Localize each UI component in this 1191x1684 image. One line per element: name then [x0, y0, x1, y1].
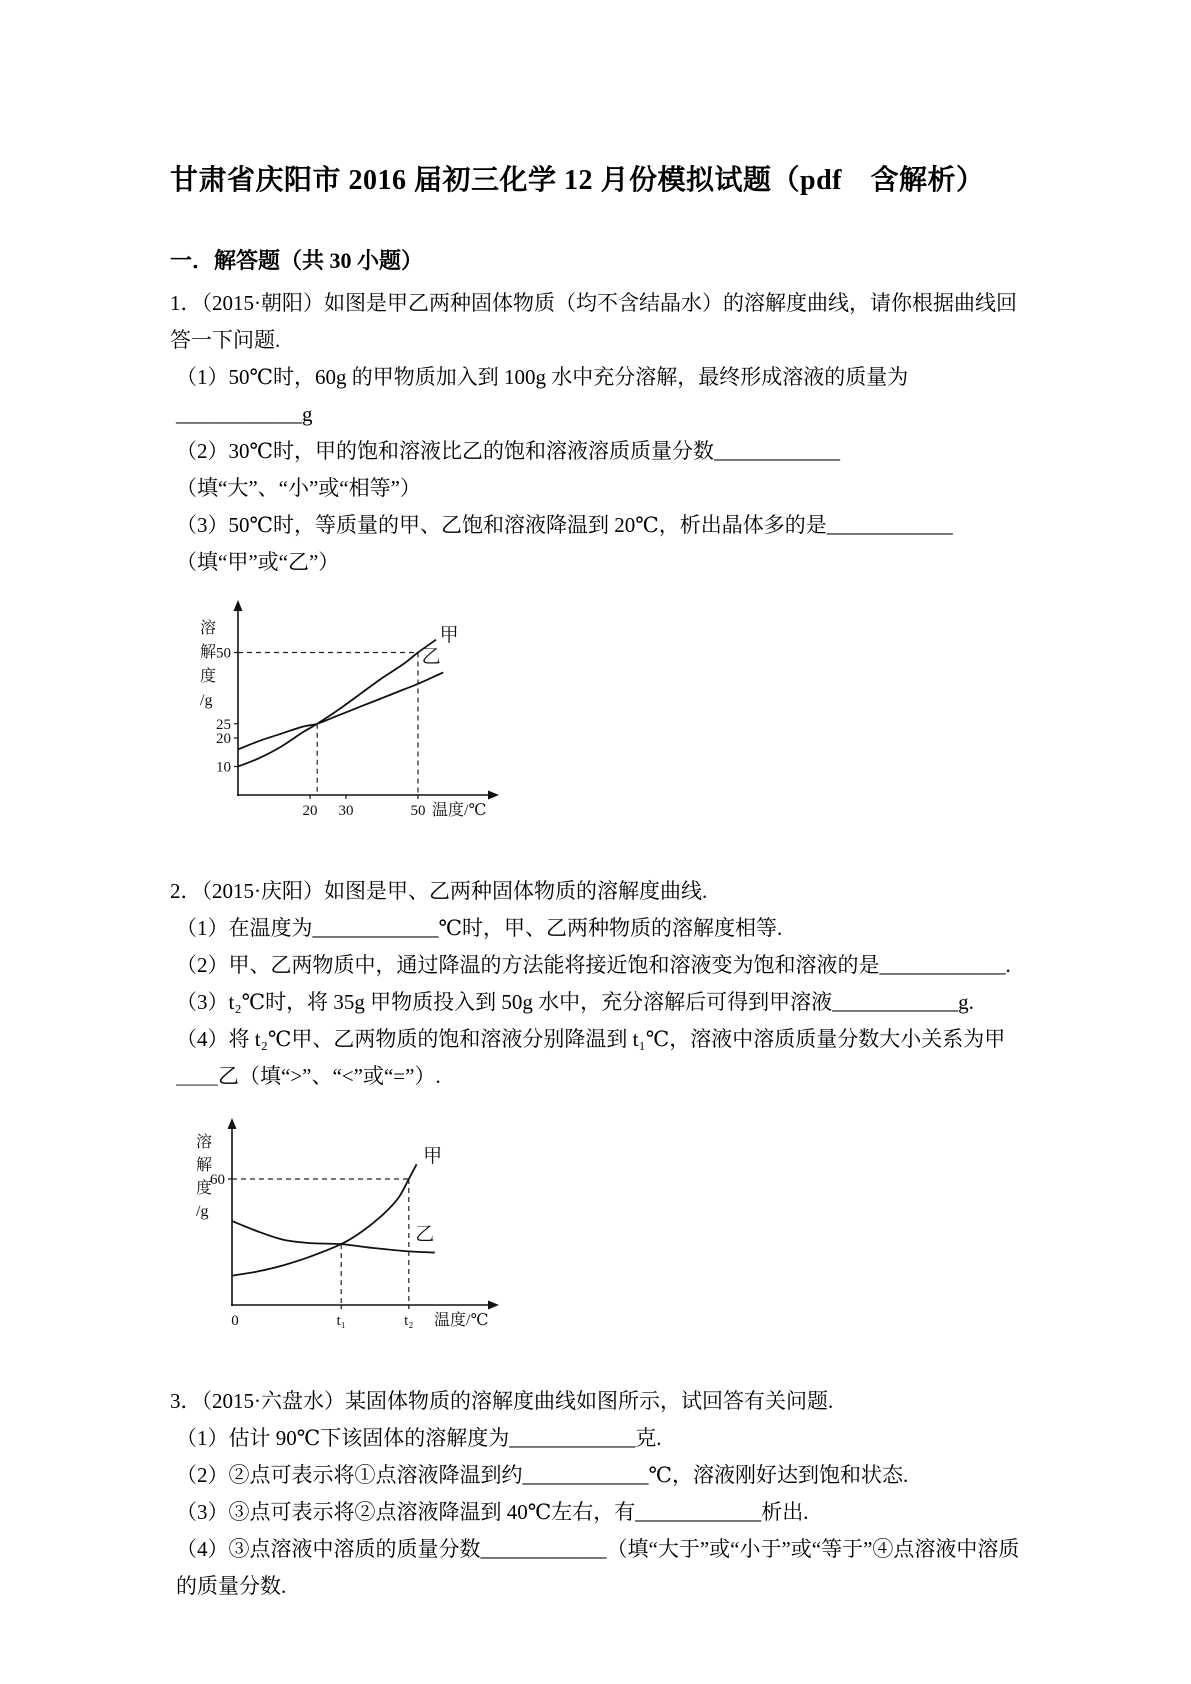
y-axis-title: 溶 [200, 620, 217, 637]
x-tick-label: t₁ [336, 1313, 346, 1329]
y-axis-title: 度 [200, 668, 217, 685]
q1-stem: 1．（2015·朝阳）如图是甲乙两种固体物质（均不含结晶水）的溶解度曲线，请你根据曲线回答一下问题. [170, 291, 1017, 352]
y-tick-label: 60 [210, 1172, 225, 1188]
q1-part-3: （3）50℃时，等质量的甲、乙饱和溶液降温到 20℃，析出晶体多的是____________（填“甲”或“乙”） [176, 513, 953, 574]
y-axis-title: /g [200, 692, 213, 709]
solubility-curve-chart-1 [172, 599, 517, 829]
q2-part-2: （2）甲、乙两物质中，通过降温的方法能将接近饱和溶液变为饱和溶液的是____________. [176, 953, 1011, 977]
y-axis-title: 解 [200, 644, 217, 661]
q2-stem: 2．（2015·庆阳）如图是甲、乙两种固体物质的溶解度曲线. [170, 879, 708, 903]
y-axis-title: 解 [196, 1157, 213, 1174]
q3-stem: 3．（2015·六盘水）某固体物质的溶解度曲线如图所示，试回答有关问题. [170, 1389, 834, 1413]
x-tick-label: 0 [231, 1313, 239, 1329]
y-tick-label: 10 [216, 759, 231, 776]
q1-part-2: （2）30℃时，甲的饱和溶液比乙的饱和溶液溶质质量分数____________（填“大”、“小”或“相等”） [176, 439, 840, 500]
x-tick-label: 20 [302, 803, 318, 819]
q2-solubility-figure [172, 1113, 1021, 1339]
q2-part-4: （4）将 t₂℃甲、乙两物质的饱和溶液分别降温到 t₁℃，溶液中溶质质量分数大小关系为甲＿＿乙（填“>”、“<”或“=”）. [176, 1027, 1006, 1088]
x-tick-label: t₂ [404, 1313, 414, 1329]
series-curve-0 [232, 1164, 417, 1275]
series-label-0: 甲 [423, 1146, 443, 1168]
series-label-0: 甲 [439, 625, 459, 647]
x-tick-label: 30 [338, 803, 354, 819]
q3-part-2: （2）②点可表示将①点溶液降温到约____________℃，溶液刚好达到饱和状态. [176, 1463, 909, 1487]
x-tick-label: 50 [410, 803, 426, 819]
series-label-1: 乙 [421, 646, 441, 668]
q1-solubility-figure [172, 599, 1021, 829]
q2-part-3: （3）t₂℃时，将 35g 甲物质投入到 50g 水中，充分溶解后可得到甲溶液____________g. [176, 990, 974, 1014]
x-axis-title: 温度/℃ [434, 1312, 489, 1329]
y-axis-title: 溶 [196, 1134, 213, 1151]
series-curve-1 [238, 673, 443, 750]
y-tick-label: 25 [216, 716, 231, 733]
q1-part-1: （1）50℃时，60g 的甲物质加入到 100g 水中充分溶解，最终形成溶液的质量为____________g [176, 365, 909, 426]
y-tick-label: 50 [216, 645, 231, 662]
x-axis-arrow [488, 1301, 499, 1310]
series-label-1: 乙 [415, 1223, 435, 1245]
page-title: 甘肃省庆阳市 2016 届初三化学 12 月份模拟试题（pdf 含解析） [170, 165, 985, 196]
x-axis-title: 温度/℃ [432, 802, 487, 819]
y-axis-arrow [234, 600, 243, 611]
y-axis-title: 度 [196, 1180, 213, 1197]
y-axis-title: /g [196, 1203, 209, 1220]
y-tick-label: 20 [216, 731, 231, 747]
q2-part-1: （1）在温度为____________℃时，甲、乙两种物质的溶解度相等. [176, 916, 783, 940]
q3-part-4: （4）③点溶液中溶质的质量分数____________（填“大于”或“小于”或“等于”④点溶液中溶质的质量分数. [176, 1537, 1020, 1598]
section-heading: 一．解答题（共 30 小题） [170, 248, 424, 273]
q3-part-1: （1）估计 90℃下该固体的溶解度为____________克. [176, 1426, 662, 1450]
series-curve-0 [238, 640, 436, 767]
x-axis-arrow [488, 791, 499, 800]
q3-part-3: （3）③点可表示将②点溶液降温到 40℃左右，有____________析出. [176, 1500, 809, 1524]
y-axis-arrow [228, 1118, 237, 1129]
solubility-curve-chart-2 [172, 1113, 517, 1339]
